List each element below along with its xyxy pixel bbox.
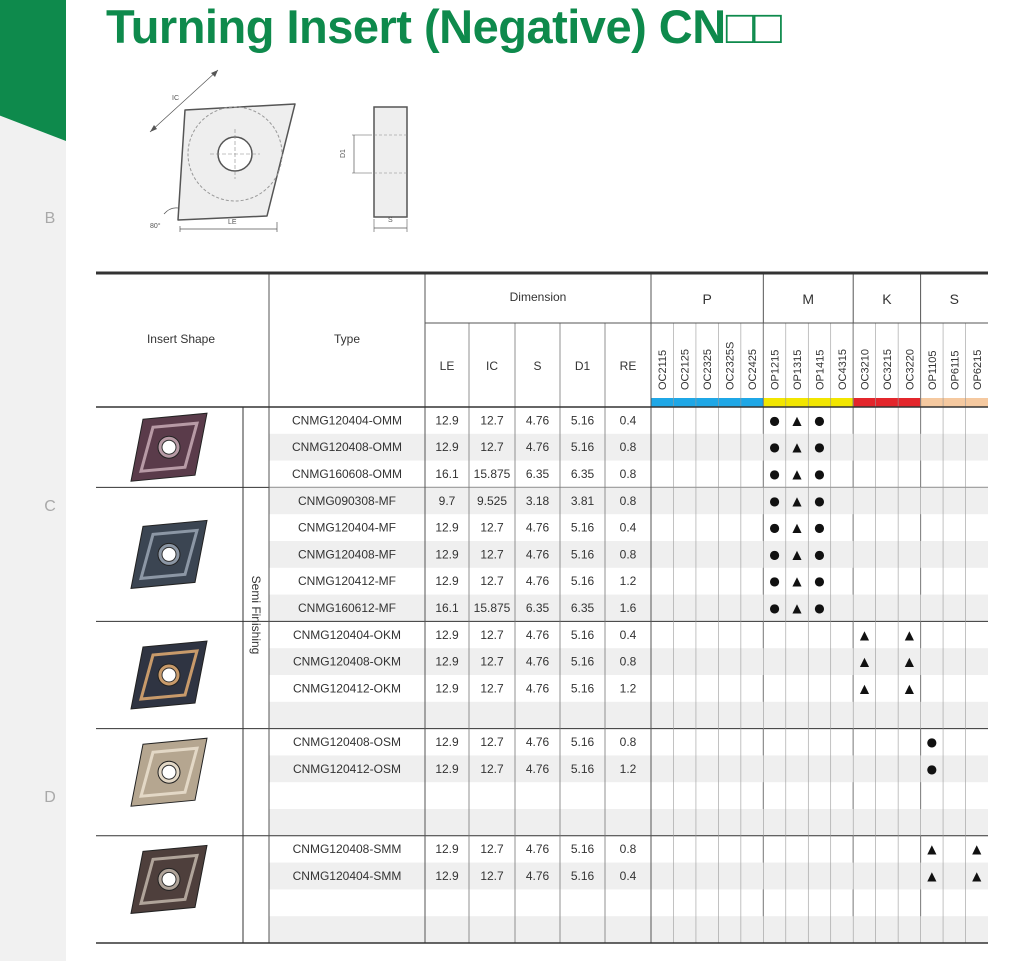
type-cell: CNMG160608-OMM [291, 467, 403, 481]
suitable-mark: ▲ [792, 574, 802, 589]
dimension-cell: 12.7 [480, 547, 504, 562]
dimension-cell: 5.16 [570, 520, 595, 535]
page-title: Turning Insert (Negative) CN□□ [106, 0, 782, 53]
insert-hole-smm [162, 872, 176, 886]
insert-hole-osm [162, 765, 176, 779]
dimension-cell: 1.2 [619, 681, 637, 696]
dimension-cell: 12.7 [480, 735, 504, 749]
dimension-cell: 12.7 [480, 654, 504, 669]
grade-op1415: OP1415 [814, 349, 827, 390]
suitable-mark: ▲ [792, 520, 802, 535]
dimension-cell: 9.7 [438, 493, 456, 508]
dimension-cell: 12.7 [480, 627, 504, 642]
grade-op6215: OP6215 [971, 349, 984, 390]
insert-hole-okm [162, 668, 176, 682]
dimension-cell: 3.18 [525, 493, 550, 508]
dimension-cell: 0.8 [619, 547, 637, 562]
recommended-mark: ● [814, 493, 825, 508]
dimension-cell: 6.35 [525, 467, 550, 481]
suitable-mark: ▲ [792, 601, 802, 615]
recommended-mark: ● [814, 574, 825, 589]
suitable-mark: ▲ [927, 842, 937, 857]
dimension-cell: 12.7 [480, 869, 504, 883]
dimension-cell: 16.1 [435, 467, 459, 481]
sidebar-letter-d: D [44, 789, 56, 806]
dimension-cell: 1.2 [619, 574, 637, 589]
dimension-cell: 5.16 [570, 681, 595, 696]
type-cell: CNMG120408-MF [297, 547, 397, 562]
grade-oc2115: OC2115 [657, 349, 670, 390]
angle-label: 80° [150, 223, 161, 230]
suitable-mark: ▲ [859, 627, 870, 642]
recommended-mark: ● [814, 440, 825, 455]
dimension-cell: 0.8 [619, 493, 637, 508]
recommended-mark: ● [926, 761, 938, 776]
dimension-cell: 0.4 [619, 869, 637, 883]
grade-oc4315: OC4315 [836, 349, 849, 390]
dimension-cell: 12.9 [435, 735, 459, 749]
material-color-band-p [651, 398, 763, 407]
type-cell: CNMG160612-MF [297, 601, 397, 615]
dimension-cell: 12.7 [480, 761, 504, 776]
recommended-mark: ● [769, 467, 780, 481]
type-cell: CNMG120412-OSM [292, 761, 402, 776]
type-cell: CNMG090308-MF [297, 493, 397, 508]
dimension-cell: 12.9 [435, 654, 459, 669]
type-cell: CNMG120408-OKM [292, 654, 402, 669]
s-label: S [388, 217, 393, 224]
dimension-cell: 12.9 [435, 681, 459, 696]
dimension-cell: 4.76 [525, 413, 550, 428]
suitable-mark: ▲ [904, 681, 914, 696]
d1-label: D1 [340, 149, 347, 158]
recommended-mark: ● [769, 440, 780, 455]
dimension-cell: 12.7 [480, 413, 504, 428]
dimension-cell: 4.76 [525, 681, 550, 696]
dimension-cell: 5.16 [570, 627, 595, 642]
dimension-cell: 5.16 [570, 413, 595, 428]
grade-oc3220: OC3220 [904, 349, 917, 390]
dimension-cell: 0.4 [619, 413, 637, 428]
suitable-mark: ▲ [792, 493, 802, 508]
dimension-cell: 4.76 [525, 654, 550, 669]
material-group-p: P [702, 291, 712, 307]
dimension-cell: 12.9 [435, 440, 459, 455]
type-cell: CNMG120404-OMM [291, 413, 403, 428]
dimension-cell: 12.7 [480, 520, 504, 535]
material-color-band-k [853, 398, 920, 407]
material-group-s: S [949, 291, 959, 307]
material-color-band-s [921, 398, 988, 407]
dimension-cell: 4.76 [525, 735, 550, 749]
grade-op1105: OP1105 [926, 350, 939, 390]
suitable-mark: ▲ [927, 869, 937, 883]
dimension-col-s: S [533, 359, 542, 373]
dimension-cell: 4.76 [525, 627, 550, 642]
type-header: Type [333, 332, 361, 346]
dimension-cell: 12.9 [435, 520, 459, 535]
grade-op1215: OP1215 [769, 349, 782, 390]
le-label: LE [228, 219, 237, 226]
dimension-cell: 1.6 [619, 601, 637, 615]
recommended-mark: ● [769, 601, 780, 615]
dimension-cell: 5.16 [570, 440, 595, 455]
suitable-mark: ▲ [904, 627, 914, 642]
type-cell: CNMG120408-OSM [292, 735, 402, 749]
dimension-cell: 16.1 [435, 601, 459, 615]
table-row-stripe [269, 702, 988, 729]
dimension-cell: 12.9 [435, 761, 459, 776]
recommended-mark: ● [769, 574, 780, 589]
type-cell: CNMG120404-MF [297, 520, 397, 535]
insert-hole-omm [162, 440, 176, 454]
recommended-mark: ● [814, 413, 825, 428]
dimension-cell: 12.9 [435, 547, 459, 562]
suitable-mark: ▲ [792, 547, 802, 562]
dimension-col-le: LE [439, 359, 455, 373]
table-row-stripe [269, 809, 988, 836]
dimension-cell: 4.76 [525, 440, 550, 455]
dimension-cell: 15.875 [473, 467, 511, 481]
grade-op1315: OP1315 [792, 349, 805, 390]
type-cell: CNMG120404-OKM [292, 627, 402, 642]
dimension-cell: 12.7 [480, 842, 504, 857]
type-cell: CNMG120412-OKM [292, 681, 402, 696]
insert-shape-header: Insert Shape [146, 332, 216, 346]
dimension-cell: 12.9 [435, 627, 459, 642]
dimension-header: Dimension [509, 290, 567, 304]
dimension-cell: 3.81 [570, 493, 595, 508]
recommended-mark: ● [926, 735, 938, 749]
dimension-cell: 12.9 [435, 842, 459, 857]
type-cell: CNMG120408-OMM [291, 440, 403, 455]
grade-oc3215: OC3215 [881, 349, 894, 390]
grade-oc2125: OC2125 [679, 349, 692, 390]
grade-oc3210: OC3210 [859, 349, 872, 390]
recommended-mark: ● [769, 547, 780, 562]
dimension-cell: 5.16 [570, 547, 595, 562]
dimension-cell: 15.875 [473, 601, 511, 615]
sidebar-letter-b: B [44, 210, 56, 227]
grade-oc2425: OC2425 [747, 349, 760, 390]
dimension-cell: 9.525 [476, 493, 508, 508]
dimension-cell: 12.9 [435, 869, 459, 883]
dimension-cell: 0.8 [619, 842, 637, 857]
suitable-mark: ▲ [972, 869, 982, 883]
insert-hole-mf [162, 547, 176, 561]
suitable-mark: ▲ [904, 654, 914, 669]
dimension-cell: 4.76 [525, 520, 550, 535]
dimension-cell: 4.76 [525, 842, 550, 857]
dimension-cell: 0.8 [619, 440, 637, 455]
material-group-k: K [882, 291, 892, 307]
sidebar-letter-c: C [44, 498, 56, 515]
dimension-cell: 4.76 [525, 869, 550, 883]
suitable-mark: ▲ [792, 467, 802, 481]
suitable-mark: ▲ [972, 842, 982, 857]
recommended-mark: ● [814, 547, 825, 562]
dimension-cell: 12.7 [480, 681, 504, 696]
suitable-mark: ▲ [859, 681, 870, 696]
dimension-cell: 0.8 [619, 735, 637, 749]
recommended-mark: ● [769, 493, 780, 508]
type-cell: CNMG120404-SMM [292, 869, 402, 883]
dimension-cell: 12.7 [480, 440, 504, 455]
dimension-cell: 4.76 [525, 547, 550, 562]
dimension-cell: 4.76 [525, 574, 550, 589]
dimension-cell: 4.76 [525, 761, 550, 776]
dimension-cell: 6.35 [570, 601, 595, 615]
ic-label: IC [172, 95, 179, 102]
dimension-cell: 5.16 [570, 869, 595, 883]
dimension-cell: 1.2 [619, 761, 637, 776]
dimension-cell: 5.16 [570, 761, 595, 776]
recommended-mark: ● [814, 467, 825, 481]
recommended-mark: ● [814, 601, 825, 615]
type-cell: CNMG120408-SMM [292, 842, 402, 857]
suitable-mark: ▲ [792, 413, 802, 428]
dimension-cell: 5.16 [570, 654, 595, 669]
grade-oc2325s: OC2325S [724, 341, 737, 390]
type-cell: CNMG120412-MF [297, 574, 397, 589]
dimension-cell: 6.35 [570, 467, 595, 481]
dimension-col-ic: IC [486, 359, 498, 373]
dimension-cell: 12.7 [480, 574, 504, 589]
recommended-mark: ● [769, 413, 780, 428]
dimension-cell: 12.9 [435, 413, 459, 428]
dimension-cell: 0.8 [619, 467, 637, 481]
dimension-col-re: RE [619, 359, 637, 373]
grade-oc2325: OC2325 [702, 349, 715, 390]
dimension-cell: 5.16 [570, 842, 595, 857]
application-label: Semi Finishing [249, 575, 263, 655]
dimension-cell: 5.16 [570, 735, 595, 749]
suitable-mark: ▲ [792, 440, 802, 455]
suitable-mark: ▲ [859, 654, 870, 669]
recommended-mark: ● [769, 520, 780, 535]
dimension-cell: 0.4 [619, 520, 637, 535]
dimension-cell: 12.9 [435, 574, 459, 589]
dimension-cell: 6.35 [525, 601, 550, 615]
table-row-stripe [269, 916, 988, 943]
recommended-mark: ● [814, 520, 825, 535]
dimension-col-d1: D1 [574, 359, 591, 373]
grade-op6115: OP6115 [949, 350, 962, 390]
dimension-cell: 0.4 [619, 627, 637, 642]
dimension-cell: 5.16 [570, 574, 595, 589]
material-group-m: M [802, 291, 815, 307]
dimension-cell: 0.8 [619, 654, 637, 669]
